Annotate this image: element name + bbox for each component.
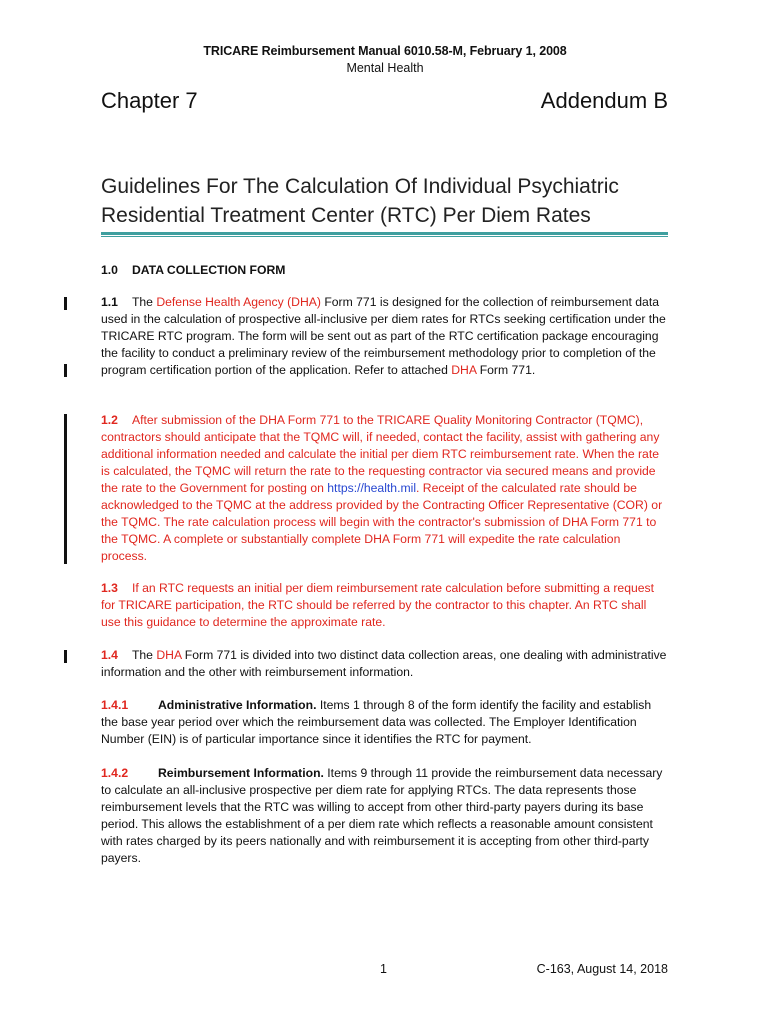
changed-text: DHA xyxy=(156,648,182,662)
change-reference: C-163, August 14, 2018 xyxy=(536,962,668,976)
paragraph-text: Form 771 is divided into two distinct data collection areas, one dealing with administrative information and the other with reimbursement information. xyxy=(101,648,667,679)
paragraph-heading: Administrative Information. xyxy=(158,698,317,712)
paragraph-1-3 xyxy=(101,580,668,631)
paragraph-1-4-1 xyxy=(101,697,668,748)
changed-text: DHA xyxy=(451,363,477,377)
paragraph-number: 1.3 xyxy=(101,581,118,595)
paragraph-text: Form 771. xyxy=(476,363,536,377)
paragraph-number: 1.4.2 xyxy=(101,766,129,780)
paragraph-text: If an RTC requests an initial per diem reimbursement rate calculation before submitting a request for TRICARE participation, the RTC should be referred by the contractor to this chapter. An RTC shall use this guidance to determine the approximate rate. xyxy=(101,581,655,629)
paragraph-number: 1.4 xyxy=(101,648,118,662)
health-mil-link[interactable]: https://health.mil xyxy=(327,481,417,495)
change-bar xyxy=(64,297,67,310)
paragraph-number: 1.4.1 xyxy=(101,698,129,712)
section-title: DATA COLLECTION FORM xyxy=(131,263,286,277)
addendum-label: Addendum B xyxy=(540,88,668,113)
paragraph-text: Form 771 is designed for the collection of reimbursement data used in the calculation of prospective all-inclusive per diem rates for RTCs seeking certification under the TRICARE RTC program. The form will be sent out as part of the RTC certification package encouraging the facility to conduct a preliminary review of the reimbursement methodology prior to completion of the program certification portion of the application. Refer to attached xyxy=(101,295,666,377)
change-bar xyxy=(64,364,67,377)
paragraph-text: . Receipt of the calculated rate should be acknowledged to the TQMC at the address provided by the Contracting Officer Representative (COR) or the TQMC. The rate calculation process will begin with the contractor's submission of DHA Form 771 to the TQMC. A complete or substantially complete DHA Form 771 will expedite the rate calculation process. xyxy=(101,481,663,563)
paragraph-text: After submission of the DHA Form 771 to the TRICARE Quality Monitoring Contractor (TQMC), contractors should anticipate that the TQMC will, if needed, contact the facility, assist with gathering any additional information needed and calculate the initial per diem RTC reimbursement rate. When the rate is calculated, the TQMC will return the rate to the requesting contractor via secured means and provide the rate to the Government for posting on xyxy=(101,413,660,495)
page-title xyxy=(101,172,691,230)
section-number: 1.0 xyxy=(101,263,118,277)
title-line-2: Residential Treatment Center (RTC) Per Diem Rates xyxy=(101,204,591,227)
page-number: 1 xyxy=(380,962,387,976)
chapter-label: Chapter 7 xyxy=(101,88,198,113)
section-heading xyxy=(101,262,668,279)
paragraph-text: Items 1 through 8 of the form identify the facility and establish the base year period over which the reimbursement data was collected. The Employer Identification Number (EIN) is of particular importance since it identifies the RTC for payment. xyxy=(101,698,652,746)
paragraph-number: 1.2 xyxy=(101,413,118,427)
title-rule-thin xyxy=(101,236,668,237)
running-header-subtitle: Mental Health xyxy=(346,61,424,75)
paragraph-1-4 xyxy=(101,647,668,681)
changed-text: Defense Health Agency (DHA) xyxy=(156,295,321,309)
paragraph-number: 1.1 xyxy=(101,295,118,309)
change-bar xyxy=(64,414,67,564)
change-bar xyxy=(64,650,67,663)
paragraph-text: The xyxy=(131,648,157,662)
paragraph-text: The xyxy=(131,295,157,309)
paragraph-heading: Reimbursement Information. xyxy=(158,766,324,780)
paragraph-1-2 xyxy=(101,412,668,565)
paragraph-1-4-2 xyxy=(101,765,668,867)
title-line-1: Guidelines For The Calculation Of Individual Psychiatric xyxy=(101,175,619,198)
paragraph-1-1 xyxy=(101,294,668,379)
running-header-title: TRICARE Reimbursement Manual 6010.58-M, February 1, 2008 xyxy=(203,44,567,58)
paragraph-text: Items 9 through 11 provide the reimbursement data necessary to calculate an all-inclusive prospective per diem rate for applying RTCs. The data represents those reimbursement levels that the RTC was willing to accept from other third-party payers during its base period. This allows the establishment of a per diem rate which reflects a reasonable amount consistent with rates charged by its peers nationally and with reimbursement it is accepting from other third-party payers. xyxy=(101,766,663,865)
title-rule xyxy=(101,232,668,235)
